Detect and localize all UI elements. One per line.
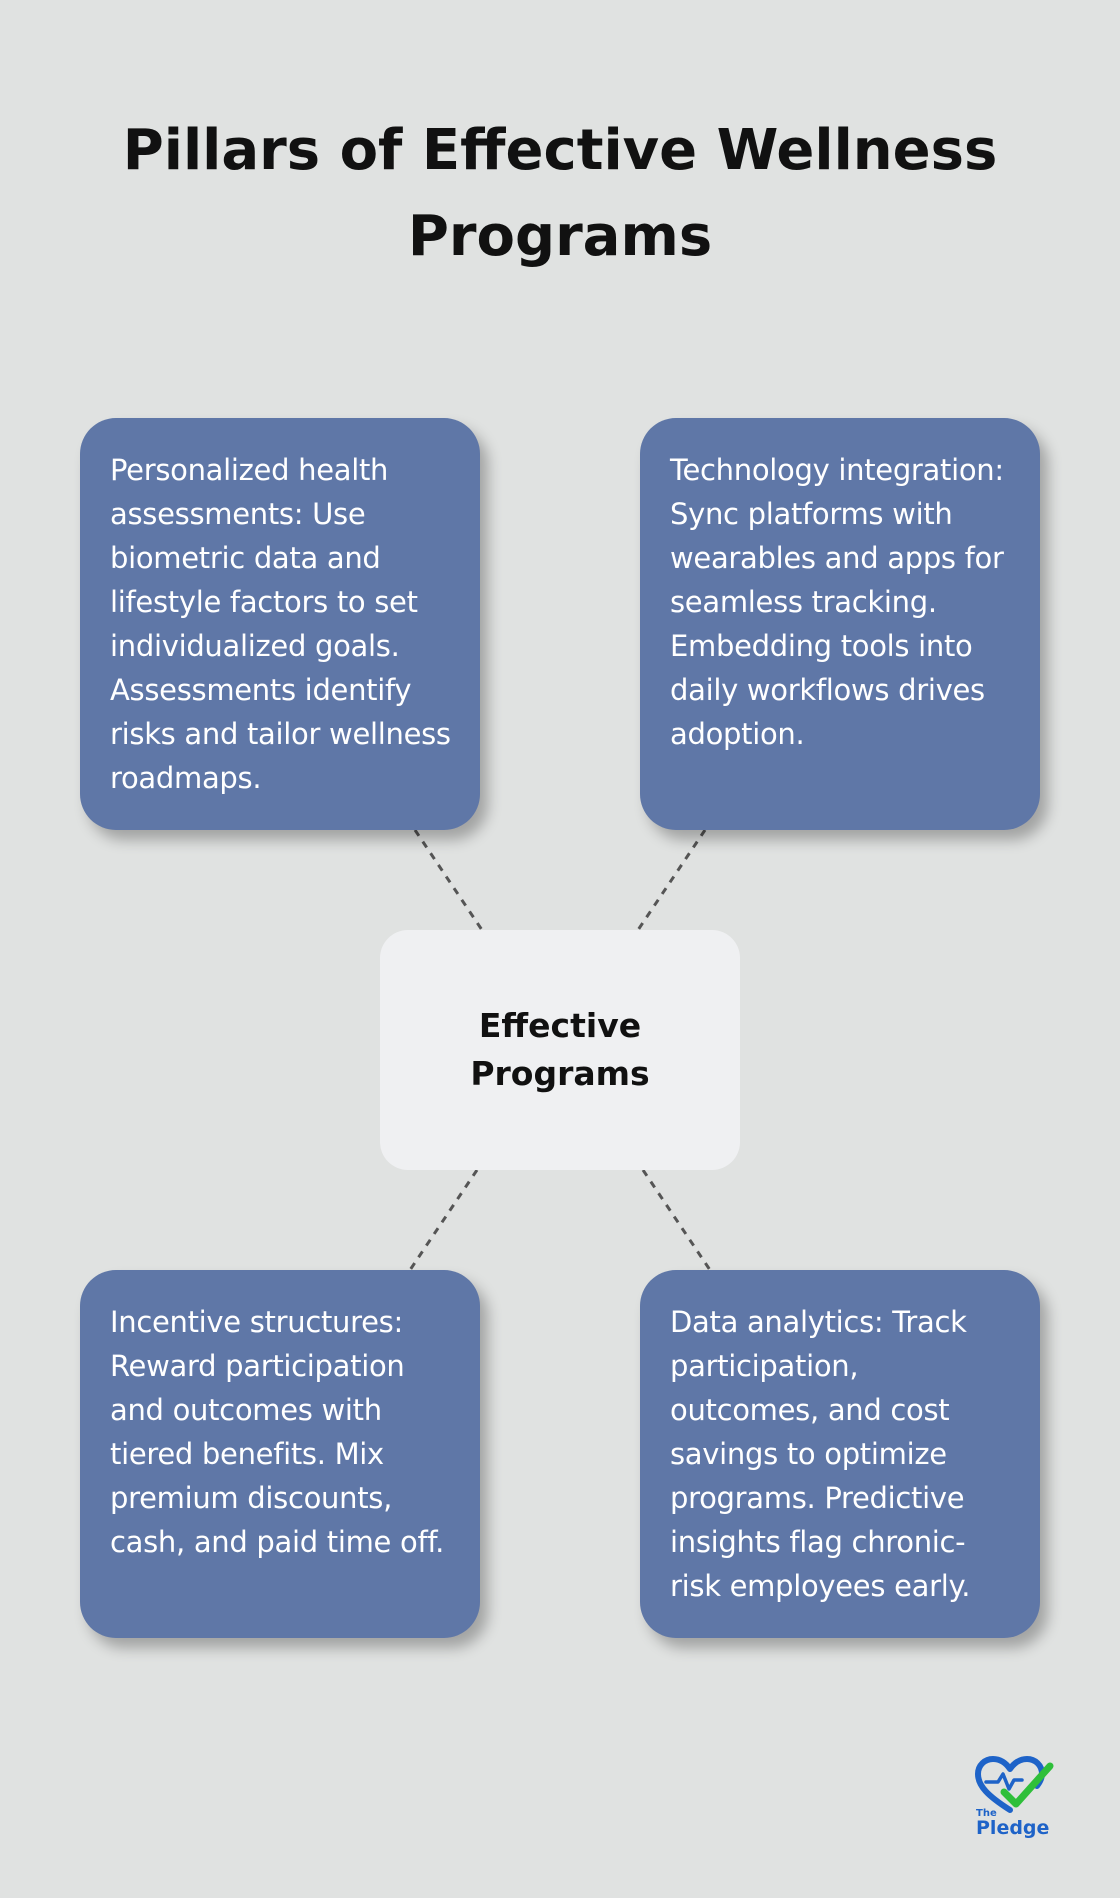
page-title: Pillars of Effective Wellness Programs xyxy=(122,118,998,269)
connector-top-left xyxy=(415,830,482,930)
the-pledge-logo xyxy=(970,1752,1070,1842)
pillar-card-incentive-structures xyxy=(80,1270,480,1638)
connector-bottom-right xyxy=(643,1170,710,1270)
pillar-card-personalized-assessments xyxy=(80,418,480,830)
pillar-text: Technology integration: Sync platforms with wearables and apps for seamless tracking. Embedding tools into daily workflows drives adoption. xyxy=(670,453,1004,751)
pillar-text: Incentive structures: Reward participation and outcomes with tiered benefits. Mix premium discounts, cash, and paid time off. xyxy=(110,1305,445,1559)
logo-text-the: The xyxy=(976,1808,997,1819)
heart-check-icon xyxy=(978,1759,1050,1810)
pillar-text: Personalized health assessments: Use biometric data and lifestyle factors to set individualized goals. Assessments identify risks and tailor wellness roadmaps. xyxy=(110,453,451,795)
pillar-card-technology-integration xyxy=(640,418,1040,830)
connector-bottom-left xyxy=(410,1170,477,1270)
center-label: Effective Programs xyxy=(470,1006,650,1093)
logo-text-pledge: Pledge xyxy=(976,1817,1050,1839)
pillar-card-data-analytics xyxy=(640,1270,1040,1638)
center-node xyxy=(380,930,740,1170)
connector-top-right xyxy=(638,830,705,930)
pillar-text: Data analytics: Track participation, outcomes, and cost savings to optimize programs. Predictive insights flag chronic-risk employees early. xyxy=(670,1305,971,1603)
